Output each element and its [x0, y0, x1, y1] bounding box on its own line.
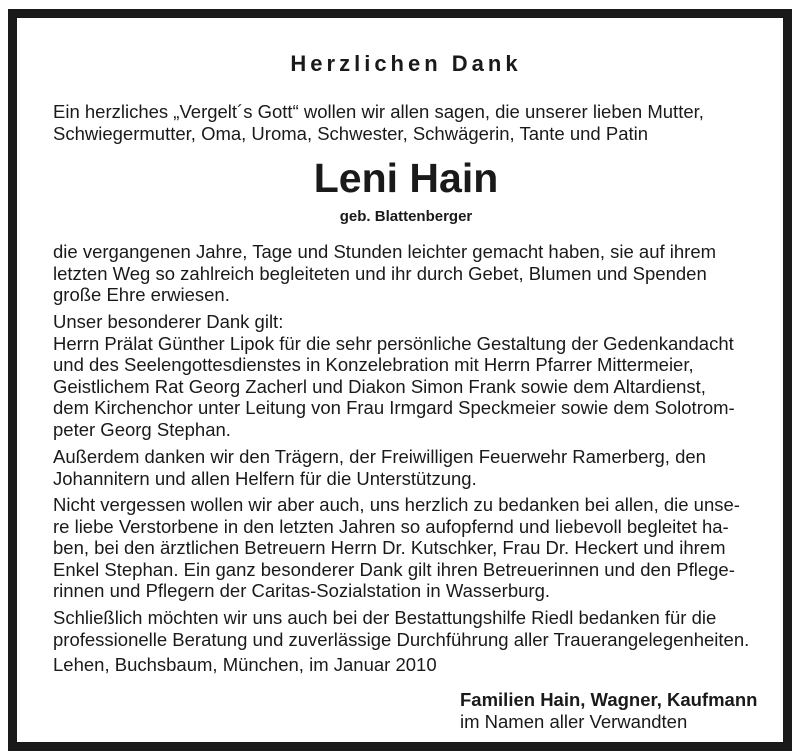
signature-block: [460, 689, 780, 732]
paragraph-line: peter Georg Stephan.: [53, 418, 231, 440]
intro-line: Schwiegermutter, Oma, Uroma, Schwester, Schwägerin, Tante und Patin: [53, 122, 649, 144]
paragraph-line: und des Seelengottesdienstes in Konzelebration mit Herrn Pfarrer Mittermeier,: [53, 354, 694, 375]
notice-heading: Herzlichen Dank: [290, 51, 522, 76]
paragraph-line: professionelle Beratung und zuverlässige Durchführung aller Trauerangelegenheiten.: [53, 628, 750, 650]
paragraph-line: Schließlich möchten wir uns auch bei der Bestattungshilfe Riedl bedanken für die: [53, 607, 717, 628]
paragraph-thanks: [53, 241, 759, 306]
notice-border: [8, 9, 792, 751]
paragraph-line: Geistlichem Rat Georg Zacherl und Diakon Simon Frank sowie dem Altardienst,: [53, 375, 706, 397]
paragraph-line: rinnen und Pflegern der Caritas-Sozialstation in Wasserburg.: [53, 580, 551, 601]
paragraph-special-thanks: [53, 311, 759, 440]
paragraph-line: Johannitern und allen Helfern für die Unterstützung.: [53, 467, 477, 489]
signature-relatives: im Namen aller Verwandten: [460, 710, 688, 732]
birth-name: geb. Blattenberger: [339, 208, 473, 225]
paragraph-line: dem Kirchenchor unter Leitung von Frau Irmgard Speckmeier sowie dem Solotrom-: [53, 397, 735, 418]
paragraph-line: Unser besonderer Dank gilt:: [53, 311, 284, 332]
paragraph-funeral-service: [53, 607, 759, 650]
intro-line: Ein herzliches „Vergelt´s Gott“ wollen wir allen sagen, die unserer lieben Mutter,: [53, 101, 704, 122]
paragraph-line: große Ehre erwiesen.: [53, 284, 230, 305]
paragraph-line: die vergangenen Jahre, Tage und Stunden leichter gemacht haben, sie auf ihrem: [53, 241, 717, 262]
paragraph-helpers: [53, 446, 759, 489]
signature-families: Familien Hain, Wagner, Kaufmann: [460, 689, 758, 710]
paragraph-line: ben, bei den ärztlichen Betreuern Herrn Dr. Kutschker, Frau Dr. Heckert und ihrem: [53, 537, 726, 558]
paragraph-line: Außerdem danken wir den Trägern, der Freiwilligen Feuerwehr Ramerberg, den: [53, 446, 706, 467]
paragraph-line: re liebe Verstorbene in den letzten Jahren so aufopfernd und liebevoll begleitet ha-: [53, 515, 729, 537]
paragraph-caregivers: [53, 494, 759, 602]
paragraph-line: Nicht vergessen wollen wir aber auch, uns herzlich zu bedanken bei allen, die unse-: [53, 494, 740, 515]
paragraph-line: Herrn Prälat Günther Lipok für die sehr persönliche Gestaltung der Gedenkandacht: [53, 332, 734, 354]
place-date: Lehen, Buchsbaum, München, im Januar 2010: [53, 654, 437, 675]
paragraph-line: Enkel Stephan. Ein ganz besonderer Dank gilt ihren Betreuerinnen und den Pflege-: [53, 558, 735, 580]
deceased-name: Leni Hain: [313, 155, 499, 201]
paragraph-line: letzten Weg so zahlreich begleiteten und ihr durch Gebet, Blumen und Spenden: [53, 262, 707, 284]
intro-paragraph: [53, 101, 759, 144]
